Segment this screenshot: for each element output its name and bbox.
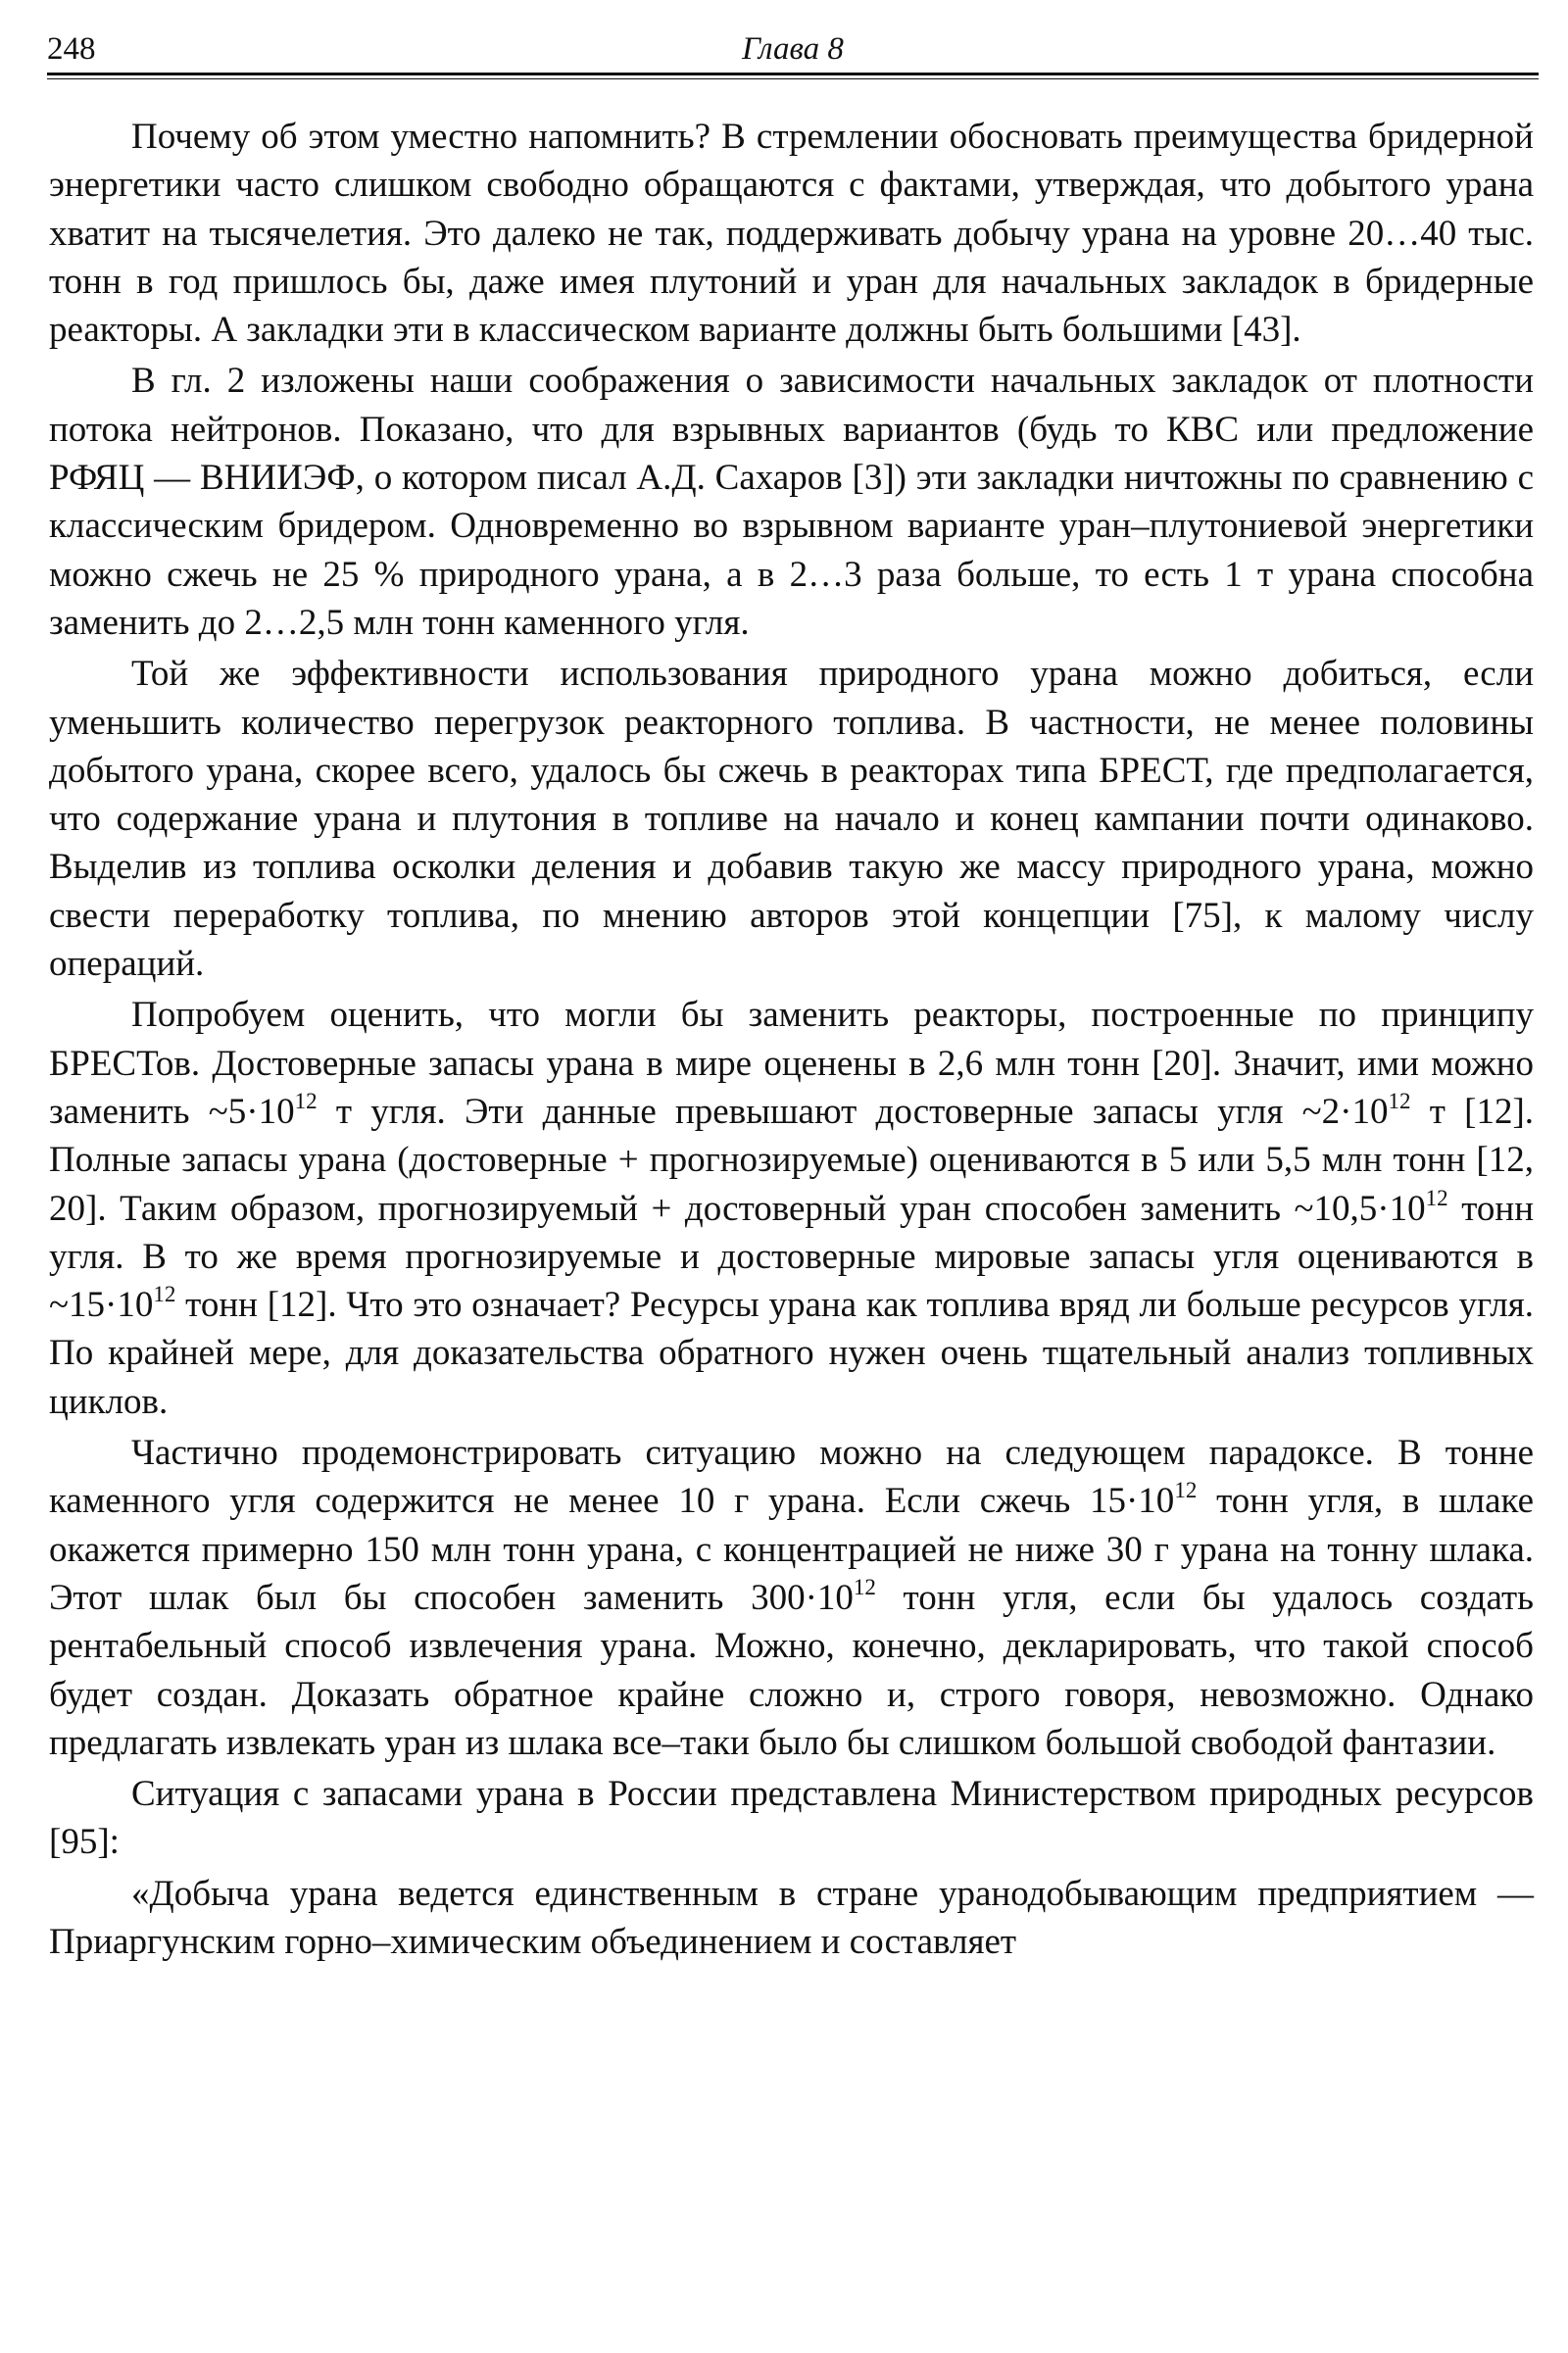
text-run: тонн угля, в шлаке окажется примерно 150 млн тонн урана, с концентрацией не ниже 30 г урана на тонну шлака. Этот шлак был бы способен заменить 300·10 — [49, 1481, 1534, 1618]
paragraph-3: Той же эффективности использования природного урана можно добиться, если уменьшить количество перегрузок реакторного топлива. В частности, не менее половины добытого урана, скорее всего, удалось бы сжечь в реакторах типа БРЕСТ, где предполагается, что содержание урана и плутония в топливе на начало и конец кампании почти одинаково. Выделив из топлива осколки деления и добавив такую же массу природного урана, можно свести переработку топлива, по мнению авторов этой концепции [75], к малому числу операций. — [49, 654, 1534, 985]
exponent: 12 — [153, 1282, 176, 1307]
header-rule — [47, 73, 1539, 79]
exponent: 12 — [294, 1088, 318, 1113]
text-run: т угля. Эти данные превышают достоверные запасы угля ~2·10 — [317, 1091, 1389, 1132]
exponent: 12 — [1388, 1088, 1411, 1113]
running-head: Глава 8 — [742, 31, 844, 67]
exponent: 12 — [1174, 1478, 1198, 1503]
exponent: 12 — [853, 1574, 876, 1599]
page-number: 248 — [47, 31, 96, 67]
paragraph-2: В гл. 2 изложены наши соображения о зависимости начальных закладок от плотности потока нейтронов. Показано, что для взрывных вариантов (будь то КВС или предложение РФЯЦ — ВНИИЭФ, о котором писал А.Д. Сахаров [3]) эти закладки ничтожны по сравнению с классическим бридером. Одновременно во взрывном варианте уран–плутониевой энергетики можно сжечь не 25 % природного урана, а в 2…3 раза больше, то есть 1 т урана способна заменить до 2…2,5 млн тонн каменного угля. — [49, 361, 1534, 643]
text-run: т [12]. Полные запасы урана (достоверные + прогнозируемые) оцениваются в 5 или 5,5 млн тонн [12, 20]. Таким образом, прогнозируемый + достоверный уран способен заменить ~10,5·10 — [49, 1091, 1535, 1229]
text-run: тонн угля. В то же время прогнозируемые и достоверные мировые запасы угля оцениваются в ~15·10 — [49, 1188, 1534, 1326]
text-run: Частично продемонстрировать ситуацию можно на следующем парадоксе. В тонне каменного угля содержится не менее 10 г урана. Если сжечь 15·10 — [49, 1433, 1534, 1522]
paragraph-5 — [49, 1429, 1534, 1767]
exponent: 12 — [1425, 1185, 1448, 1210]
paragraph-1: Почему об этом уместно напомнить? В стремлении обосновать преимущества бридерной энергетики часто слишком свободно обращаются с фактами, утверждая, что добытого урана хватит на тысячелетия. Это далеко не так, поддерживать добычу урана на уровне 20…40 тыс. тонн в год пришлось бы, даже имея плутоний и уран для начальных закладок в бридерные реакторы. А закладки эти в классическом варианте должны быть большими [43]. — [49, 117, 1534, 351]
paragraph-7-quote: «Добыча урана ведется единственным в стране уранодобывающим предприятием — Приаргунским горно–химическим объединением и составляет — [49, 1873, 1534, 1962]
text-run: тонн угля, если бы удалось создать рентабельный способ извлечения урана. Можно, конечно, декларировать, что такой способ будет создан. Доказать обратное крайне сложно и, строго говоря, невозможно. Однако предлагать извлекать уран из шлака все–таки было бы слишком большой свободой фантазии. — [49, 1577, 1534, 1763]
text-run: Попробуем оценить, что могли бы заменить реакторы, построенные по принципу БРЕСТов. Достоверные запасы урана в мире оценены в 2,6 млн тонн [20]. Значит, ими можно заменить ~5·10 — [49, 995, 1534, 1132]
paragraph-6: Ситуация с запасами урана в России представлена Министерством природных ресурсов [95]: — [49, 1774, 1534, 1863]
page-header — [47, 29, 1539, 73]
text-run: тонн [12]. Что это означает? Ресурсы урана как топлива вряд ли больше ресурсов угля. По крайней мере, для доказательства обратного нужен очень тщательный анализ топливных циклов. — [49, 1285, 1534, 1422]
paragraph-4 — [49, 991, 1534, 1426]
page-body — [49, 113, 1534, 1966]
